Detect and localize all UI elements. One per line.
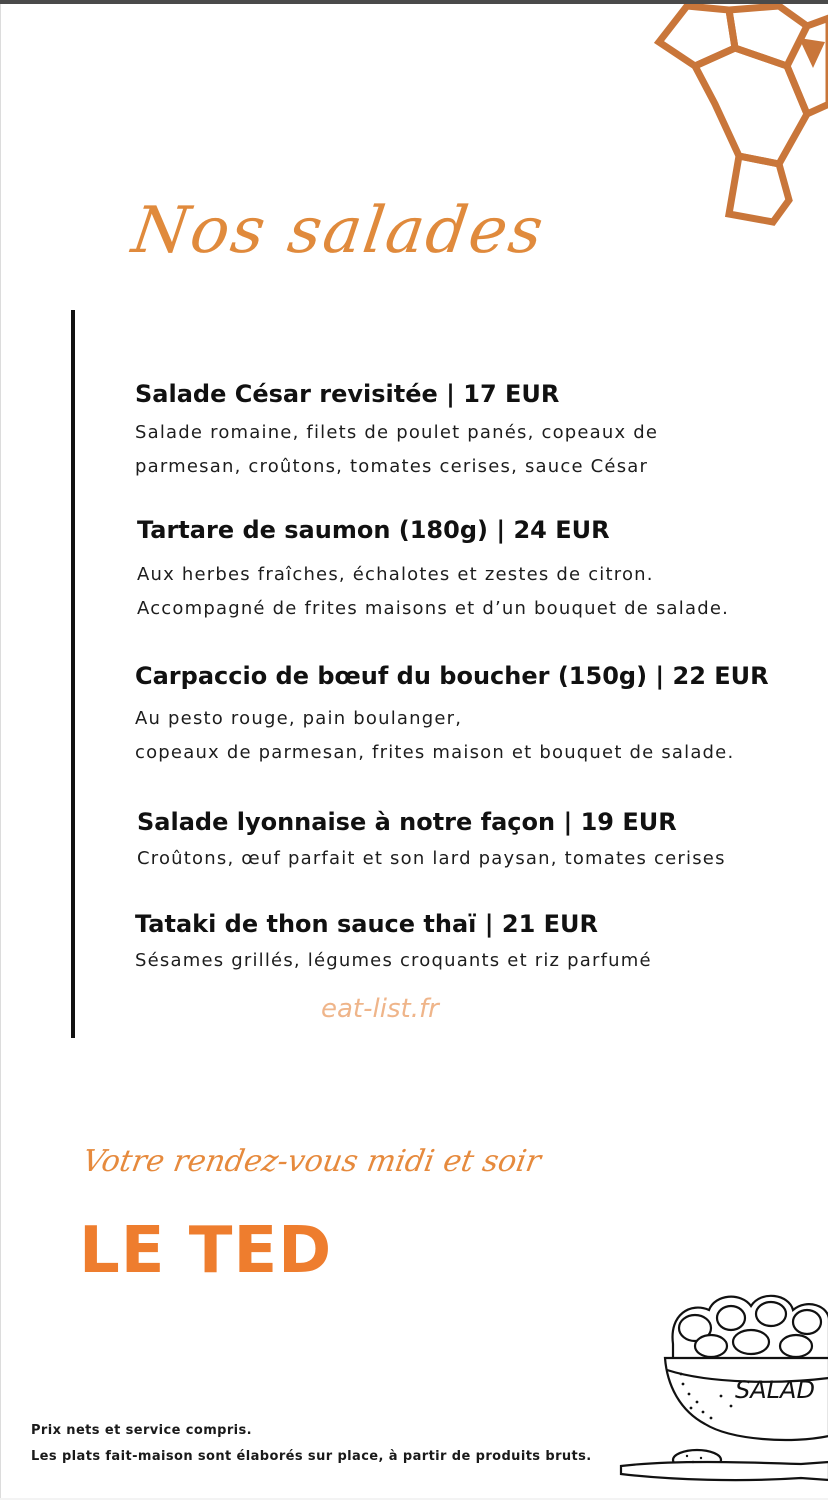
menu-item-description: Au pesto rouge, pain boulanger, <box>135 708 463 729</box>
menu-item-title: Salade César revisitée | 17 EUR <box>135 380 560 408</box>
menu-item-description: parmesan, croûtons, tomates cerises, sauce César <box>135 456 649 477</box>
section-title: Nos salades <box>127 194 550 268</box>
footer-line: Les plats fait-maison sont élaborés sur place, à partir de produits bruts. <box>31 1449 592 1464</box>
menu-item-title: Carpaccio de bœuf du boucher (150g) | 22 EUR <box>135 662 769 690</box>
watermark-link[interactable]: eat-list.fr <box>321 994 439 1024</box>
salad-label: SALAD <box>735 1376 815 1404</box>
footer-line: Prix nets et service compris. <box>31 1423 252 1438</box>
menu-item <box>135 662 769 770</box>
menu-item-title: Tartare de saumon (180g) | 24 EUR <box>137 516 610 544</box>
menu-page <box>0 4 828 1498</box>
vertical-divider <box>71 310 75 1038</box>
menu-item <box>135 910 652 978</box>
restaurant-name: LE TED <box>79 1214 333 1288</box>
tagline: Votre rendez-vous midi et soir <box>79 1144 544 1179</box>
menu-item-description: Croûtons, œuf parfait et son lard paysan, tomates cerises <box>137 848 726 869</box>
menu-item-description: Accompagné de frites maisons et d’un bouquet de salade. <box>137 598 730 619</box>
menu-item-description: Sésames grillés, légumes croquants et riz parfumé <box>135 950 652 971</box>
menu-item-description: Salade romaine, filets de poulet panés, copeaux de <box>135 422 659 443</box>
menu-item-title: Tataki de thon sauce thaï | 21 EUR <box>135 910 598 938</box>
menu-item <box>137 516 729 626</box>
menu-item <box>137 808 726 876</box>
footer-notes <box>31 1418 592 1470</box>
menu-item <box>135 380 658 484</box>
menu-item-description: Aux herbes fraîches, échalotes et zestes de citron. <box>137 564 654 585</box>
menu-item-title: Salade lyonnaise à notre façon | 19 EUR <box>137 808 677 836</box>
geometric-decoration-icon <box>629 4 828 234</box>
salad-bowl-illustration-icon <box>611 1284 828 1498</box>
menu-item-description: copeaux de parmesan, frites maison et bouquet de salade. <box>135 742 735 763</box>
